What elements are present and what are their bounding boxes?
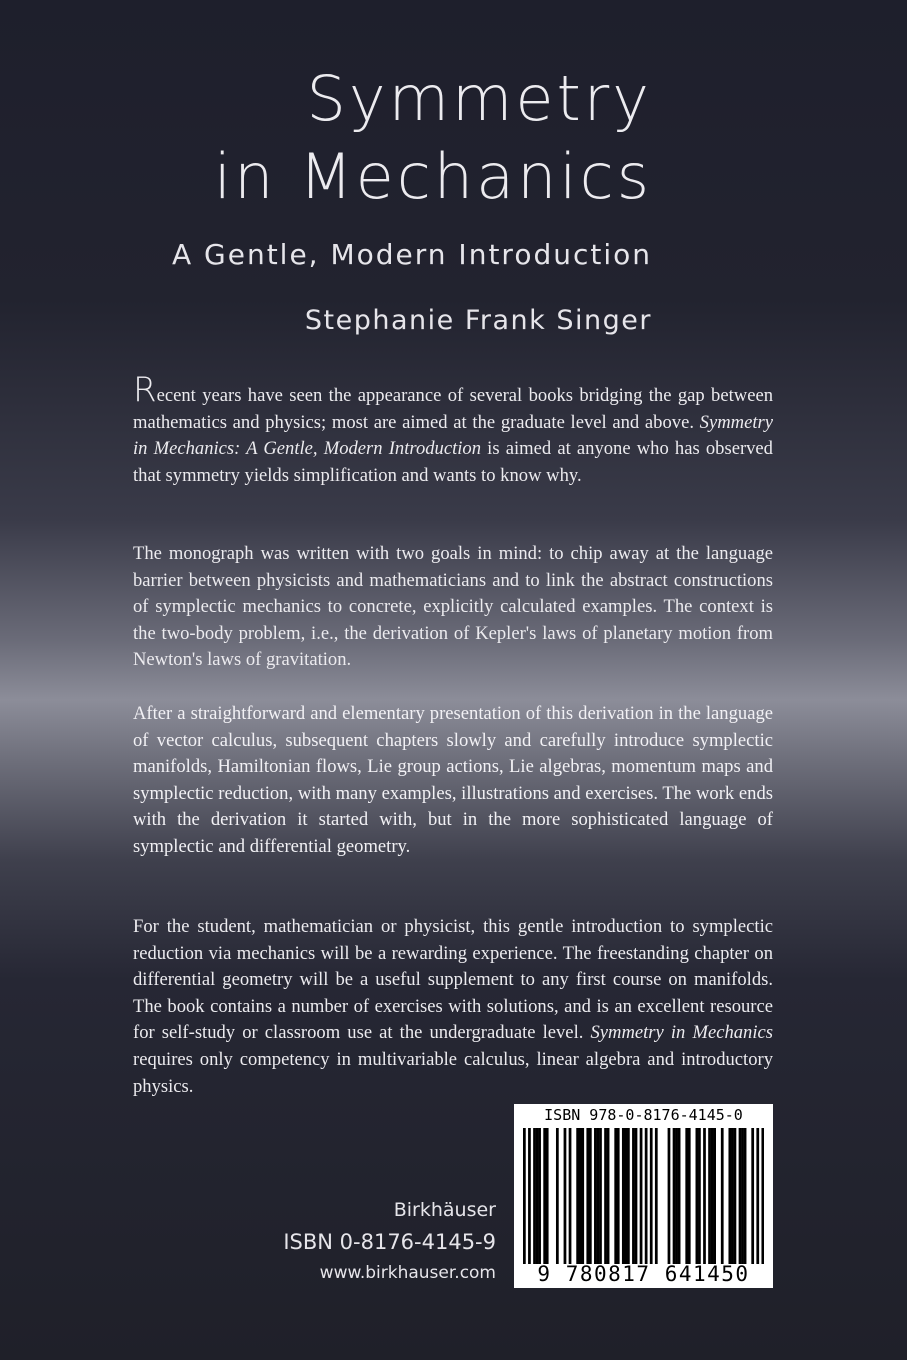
blurb-paragraph-4 <box>133 914 773 1100</box>
isbn-10: ISBN 0-8176-4145-9 <box>283 1230 496 1254</box>
title-line-1: Symmetry <box>306 62 652 135</box>
title-line-2: in Mechanics <box>213 140 652 213</box>
blurb-text: ecent years have seen the appearance of several books bridging the gap between mathematics and physics; most are aimed at the graduate level and above. <box>133 385 773 433</box>
barcode-digits: 9 780817 641450 <box>537 1262 750 1286</box>
barcode-bars <box>523 1128 764 1264</box>
barcode <box>514 1104 773 1288</box>
blurb-text: requires only competency in multivariable calculus, linear algebra and introductory physics. <box>133 1048 773 1097</box>
subtitle: A Gentle, Modern Introduction <box>171 238 652 271</box>
publisher-website: www.birkhauser.com <box>319 1263 496 1283</box>
publisher-block <box>283 1195 496 1287</box>
drop-cap: R <box>133 370 157 410</box>
barcode-isbn-label: ISBN 978-0-8176-4145-0 <box>544 1106 743 1124</box>
blurb-paragraph-1 <box>133 370 773 489</box>
book-title-italic: Symmetry in Mechanics: A Gentle, Modern Introduction <box>133 411 773 460</box>
author: Stephanie Frank Singer <box>304 305 652 336</box>
publisher-name: Birkhäuser <box>393 1199 496 1221</box>
blurb-paragraph-3: After a straightforward and elementary presentation of this derivation in the language of vector calculus, subsequent chapters slowly and carefully introduce symplectic manifolds, Hamiltonian flows, Lie group actions, Lie algebras, momentum maps and symplectic reduction, with many examples, illustrations and exercises. The work ends with the derivation it started with, but in the more sophisticated language of symplectic and differential geometry. <box>133 703 773 857</box>
blurb-paragraph-2: The monograph was written with two goals in mind: to chip away at the language barrier between physicists and mathematicians and to link the abstract constructions of symplectic mechanics to concrete, explicitly calculated examples. The context is the two-body problem, i.e., the derivation of Kepler's laws of planetary motion from Newton's laws of gravitation. <box>133 543 773 671</box>
book-title-italic: Symmetry in Mechanics <box>590 1022 773 1044</box>
blurb-text: is aimed at anyone who has observed that symmetry yields simplification and wants to know why. <box>133 438 773 486</box>
blurb-text: For the student, mathematician or physicist, this gentle introduction to symplectic reduction via mechanics will be a rewarding experience. The freestanding chapter on differential geometry will be a useful supplement to any first course on manifolds. The book contains a number of exercises with solutions, and is an excellent resource for self-study or classroom use at the undergraduate level. <box>133 916 773 1044</box>
